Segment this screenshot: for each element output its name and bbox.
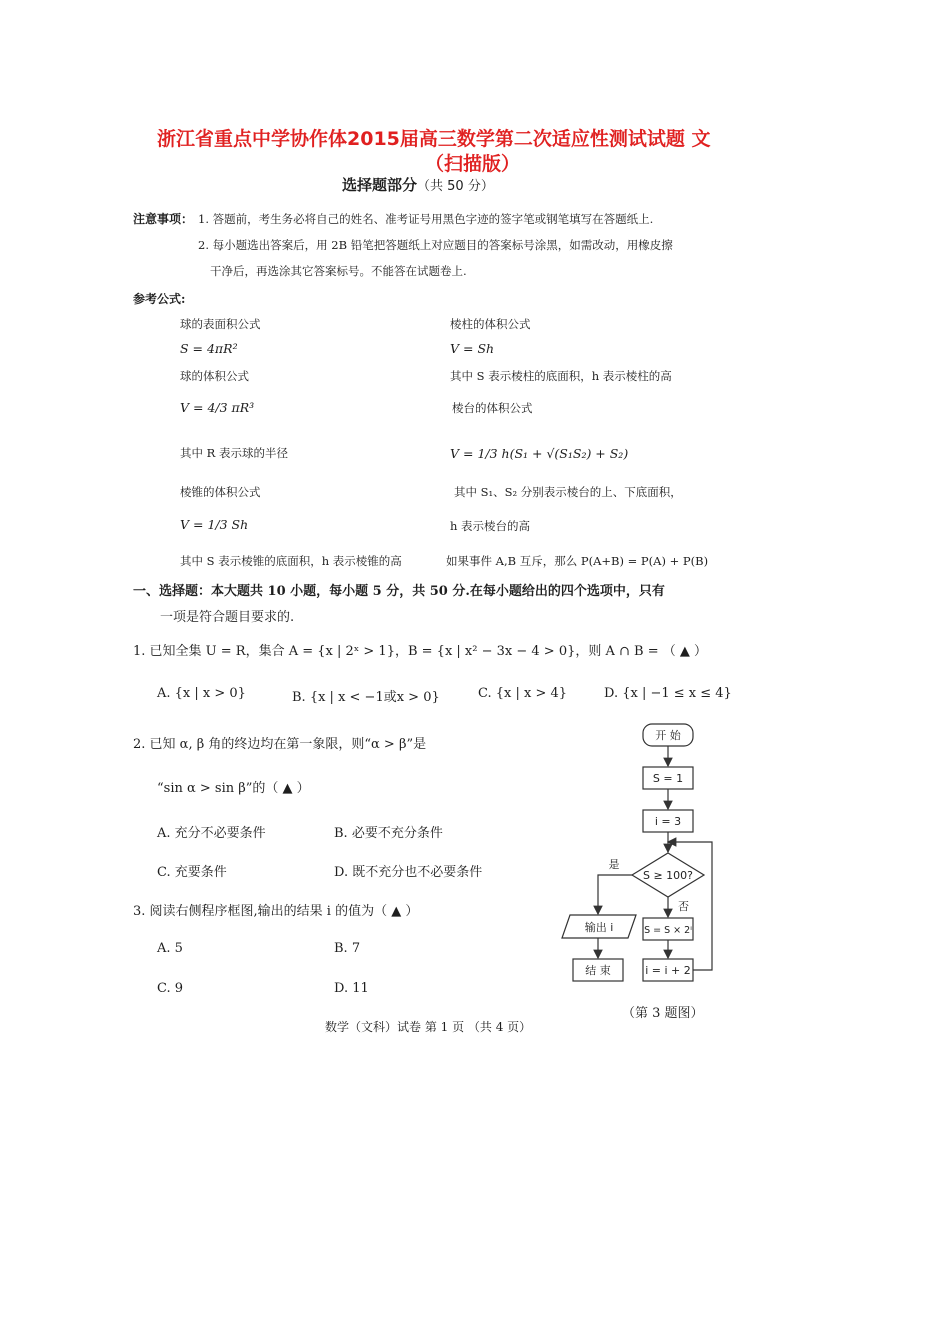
flow-update-i-label: i = i + 2	[645, 964, 691, 977]
document-subtitle: （扫描版）	[425, 153, 521, 175]
question-1-option-d: D. {x | −1 ≤ x ≤ 4}	[604, 686, 732, 701]
flow-no-label: 否	[678, 900, 689, 913]
frustum-height-note: h 表示棱台的高	[450, 519, 531, 533]
sphere-area-label: 球的表面积公式	[180, 317, 261, 331]
mutually-exclusive-formula: 如果事件 A,B 互斥，那么 P(A+B) = P(A) + P(B)	[446, 554, 709, 568]
flow-yes-label: 是	[608, 858, 620, 871]
question-2-option-c: C. 充要条件	[157, 865, 227, 880]
frustum-volume-label: 棱台的体积公式	[452, 401, 533, 415]
section-points: （共 50 分）	[417, 179, 494, 194]
sphere-volume-label: 球的体积公式	[180, 369, 249, 383]
notes-item-2: 2. 每小题选出答案后，用 2B 铅笔把答题纸上对应题目的答案标号涂黑，如需改动，用橡皮擦	[198, 238, 673, 252]
prism-note: 其中 S 表示棱柱的底面积，h 表示棱柱的高	[450, 369, 672, 383]
question-2-stem-cont: “sin α > sin β”的（ ▲ ）	[157, 781, 310, 796]
question-1-stem: 1. 已知全集 U = R，集合 A = {x | 2ˣ > 1}，B = {x | x² − 3x − 4 > 0}，则 A ∩ B = （ ▲ ）	[133, 644, 708, 659]
notes-label: 注意事项：	[133, 212, 194, 226]
flowchart-diagram	[550, 715, 750, 1025]
question-1-option-b: B. {x | x < −1或x > 0}	[292, 690, 440, 705]
cone-note: 其中 S 表示棱锥的底面积，h 表示棱锥的高	[180, 554, 402, 568]
frustum-note: 其中 S₁、S₂ 分别表示棱台的上、下底面积，	[454, 485, 682, 499]
document-title: 浙江省重点中学协作体2015届高三数学第二次适应性测试试题 文	[157, 128, 711, 150]
flow-i-init-label: i = 3	[654, 815, 682, 828]
flow-output-label: 输出 i	[584, 921, 614, 934]
sphere-area-formula: S = 4πR²	[180, 341, 238, 356]
flow-start-label: 开 始	[655, 729, 681, 742]
sphere-radius-note: 其中 R 表示球的半径	[180, 446, 288, 460]
cone-volume-label: 棱锥的体积公式	[180, 485, 261, 499]
notes-item-1: 1. 答题前，考生务必将自己的姓名、准考证号用黑色字迹的签字笔或钢笔填写在答题纸上.	[198, 212, 654, 226]
flowchart-caption: （第 3 题图）	[622, 1006, 704, 1021]
question-2-option-a: A. 充分不必要条件	[157, 826, 266, 841]
question-2-stem: 2. 已知 α, β 角的终边均在第一象限，则“α > β”是	[133, 737, 427, 752]
sphere-volume-formula: V = 4/3 πR³	[180, 400, 255, 415]
section-name: 选择题部分	[342, 176, 418, 194]
prism-volume-label: 棱柱的体积公式	[450, 317, 531, 331]
page-footer: 数学（文科）试卷 第 1 页 （共 4 页）	[325, 1020, 532, 1034]
section-heading	[342, 174, 494, 195]
question-1-option-c: C. {x | x > 4}	[478, 686, 568, 701]
question-2-option-b: B. 必要不充分条件	[334, 826, 443, 841]
flow-end-label: 结 束	[585, 964, 611, 977]
question-3-option-d: D. 11	[334, 981, 369, 996]
question-2-option-d: D. 既不充分也不必要条件	[334, 865, 483, 880]
question-3-stem: 3. 阅读右侧程序框图,输出的结果 i 的值为（ ▲ ）	[133, 904, 419, 919]
part1-heading: 一、选择题：本大题共 10 小题，每小题 5 分，共 50 分.在每小题给出的四个选项中，只有	[133, 584, 665, 599]
flow-s-init-label: S = 1	[652, 772, 684, 785]
frustum-volume-formula: V = 1/3 h(S₁ + √(S₁S₂) + S₂)	[450, 446, 629, 461]
prism-volume-formula: V = Sh	[450, 341, 495, 356]
cone-volume-formula: V = 1/3 Sh	[180, 517, 249, 532]
flow-condition-label: S ≥ 100?	[642, 869, 694, 882]
part1-heading-cont: 一项是符合题目要求的.	[160, 610, 295, 625]
notes-item-2-cont: 干净后，再选涂其它答案标号。不能答在试题卷上.	[210, 264, 467, 278]
question-3-option-c: C. 9	[157, 981, 184, 996]
flow-update-s-label: S = S × 2ⁱ	[644, 925, 692, 936]
question-3-option-a: A. 5	[157, 941, 183, 956]
question-1-option-a: A. {x | x > 0}	[157, 686, 246, 701]
formulas-label: 参考公式:	[133, 292, 186, 306]
question-3-option-b: B. 7	[334, 941, 361, 956]
